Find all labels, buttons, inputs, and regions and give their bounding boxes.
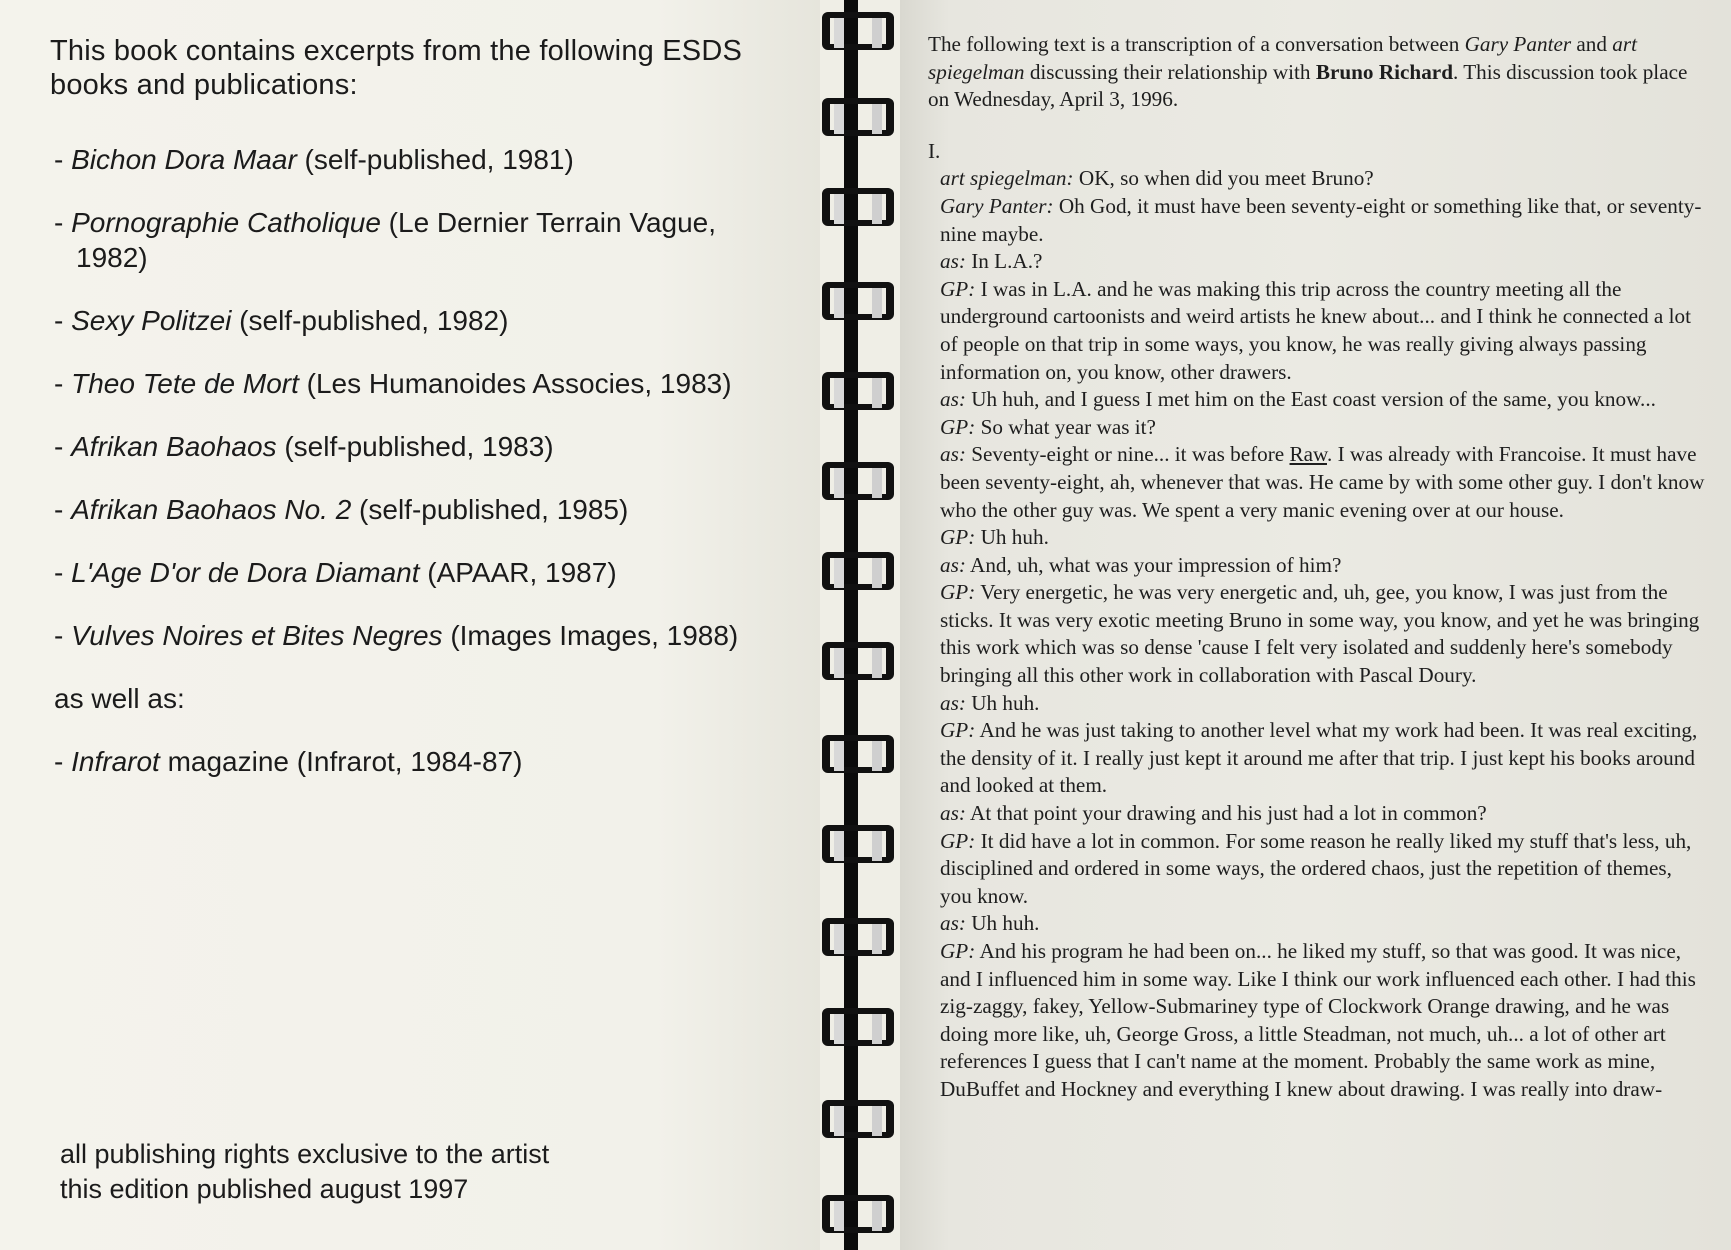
speaker: GP: [940, 525, 976, 550]
list-item: - Afrikan Baohaos No. 2 (self-published, 1985) [54, 494, 629, 525]
dialogue-line [928, 717, 1708, 800]
publication-list [50, 142, 750, 653]
speaker: Gary Panter: [940, 193, 1054, 218]
speaker: as: [940, 249, 966, 274]
intro-text: and [1571, 32, 1613, 56]
binding-ring [812, 1195, 902, 1239]
section-number: I. [928, 138, 941, 163]
rights-footer [60, 1137, 549, 1207]
line-text: And, uh, what was your impression of him? [965, 552, 1342, 577]
speaker: as: [940, 442, 966, 467]
dialogue-line [928, 552, 1708, 580]
binding-ring [812, 462, 902, 506]
speaker: as: [940, 387, 966, 412]
speaker: art spiegelman: [940, 166, 1074, 191]
binding-ring [812, 372, 902, 416]
line-text: At that point your drawing and his just had a lot in common? [965, 801, 1487, 826]
binding-ring [812, 642, 902, 686]
binding-ring [812, 552, 902, 596]
intro-text: The following text is a transcription of a conversation between [928, 32, 1465, 56]
publication-details: (self-published, 1981) [296, 144, 574, 175]
publication-title: Infrarot [71, 746, 160, 777]
as-well-as-text: as well as: [54, 683, 185, 714]
list-item: - Sexy Politzei (self-published, 1982) [54, 305, 509, 336]
raw-title: Raw [1289, 442, 1327, 467]
speaker: GP: [940, 939, 976, 963]
line-text: Very energetic, he was very energetic and, uh, gee, you know, I was just from the sticks. It was very exotic meeting Bruno in some way, you know, and yet he was bringing this work which was so dense 'cause I felt very isolated and suddenly here's somebody bringing all this other work in collaboration with Pascal Doury. [940, 580, 1700, 688]
credits-block [50, 34, 750, 807]
binding-ring [812, 188, 902, 232]
publication-details: (Les Humanoides Associes, 1983) [298, 368, 732, 399]
left-page [0, 0, 820, 1250]
person-name: Bruno Richard [1315, 59, 1453, 84]
line-text: Uh huh. [975, 525, 1049, 550]
publication-details: magazine (Infrarot, 1984-87) [159, 746, 523, 777]
publication-title: Bichon Dora Maar [71, 144, 297, 175]
list-item: - Infrarot magazine (Infrarot, 1984-87) [54, 746, 523, 777]
line-text: OK, so when did you meet Bruno? [1073, 166, 1374, 191]
dialogue-line [928, 828, 1708, 911]
publication-title: Afrikan Baohaos No. 2 [71, 494, 352, 525]
binding-ring [812, 825, 902, 869]
person-name: art spiegelman [928, 32, 1638, 84]
line-text: And his program he had been on... he liked my stuff, so that was good. It was nice, and I influenced him in some way. Like I think our work influenced each other. I had this zig-zaggy, fakey, Yellow-Submariney type of Clockwork Orange drawing, and he was doing more like, uh, George Gross, a little Steadman, not much, uh... a lot of other art references I guess that I can't name at the moment. Probably the same work as mine, DuBuffet and Hockney and everything I knew about drawing. I was really into draw- [940, 939, 1696, 1101]
list-item: - Vulves Noires et Bites Negres (Images Images, 1988) [54, 620, 739, 651]
binding-ring [812, 735, 902, 779]
binding-ring [812, 282, 902, 326]
speaker: as: [940, 801, 966, 826]
line-text: Uh huh, and I guess I met him on the East coast version of the same, you know... [965, 387, 1656, 412]
dialogue-line [928, 165, 1708, 193]
speaker: GP: [940, 580, 976, 605]
line-text: In L.A.? [965, 249, 1043, 274]
binding-ring [812, 98, 902, 142]
publication-title: L'Age D'or de Dora Diamant [71, 557, 420, 588]
dialogue-line [928, 800, 1708, 828]
intro-text: This book contains excerpts from the following ESDS books and publications: [50, 35, 743, 101]
binding-ring [812, 918, 902, 962]
publication-title: Afrikan Baohaos [71, 431, 277, 462]
list-item: - Afrikan Baohaos (self-published, 1983) [54, 431, 554, 462]
line-text: . I was already with Francoise. It must have been seventy-eight, ah, whenever that was. He came by with some other guy. I don't know who the other guy was. We spent a very manic evening over at our house. [940, 442, 1705, 522]
publication-details: (self-published, 1983) [276, 431, 554, 462]
binding-ring [812, 1100, 902, 1144]
speaker: GP: [940, 276, 976, 301]
list-item: - Theo Tete de Mort (Les Humanoides Associes, 1983) [54, 368, 732, 399]
publication-details: (Le Dernier Terrain Vague, 1982) [76, 207, 717, 273]
dialogue-line [928, 441, 1708, 524]
dialogue-line [928, 910, 1708, 938]
line-text: And he was just taking to another level what my work had been. It was real exciting, the density of it. I really just kept it around me after that trip. I just kept his books around and looked at them. [940, 718, 1698, 798]
dialogue-line [928, 579, 1708, 689]
line-text: Seventy-eight or nine... it was before [965, 442, 1290, 467]
speaker: as: [940, 911, 966, 936]
binding-ring [812, 12, 902, 56]
speaker: as: [940, 552, 966, 577]
publication-details: (self-published, 1985) [351, 494, 629, 525]
dialogue-line [928, 248, 1708, 276]
right-page [900, 0, 1731, 1250]
line-text: Uh huh. [965, 690, 1040, 715]
rights-line: all publishing rights exclusive to the artist [60, 1139, 550, 1169]
transcript [928, 31, 1708, 1104]
publication-details: (APAAR, 1987) [419, 557, 617, 588]
person-name: Gary Panter [1464, 32, 1572, 56]
line-text: Uh huh. [965, 911, 1040, 936]
dialogue-line [928, 193, 1708, 248]
dialogue-line [928, 386, 1708, 414]
line-text: So what year was it? [975, 414, 1156, 439]
speaker: GP: [940, 414, 976, 439]
intro-text: . This discussion took place on Wednesday, April 3, 1996. [928, 59, 1688, 112]
edition-line: this edition published august 1997 [60, 1174, 469, 1204]
publication-title: Theo Tete de Mort [71, 368, 299, 399]
speaker: GP: [940, 828, 976, 853]
dialogue-line [928, 414, 1708, 442]
speaker: GP: [940, 718, 976, 743]
intro-text: discussing their relationship with [1024, 59, 1316, 84]
publication-details: (self-published, 1982) [231, 305, 509, 336]
publication-title: Sexy Politzei [71, 305, 232, 336]
transcript-intro [928, 31, 1708, 114]
dialogue-line [928, 524, 1708, 552]
list-item: - Pornographie Catholique (Le Dernier Terrain Vague, 1982) [54, 207, 717, 273]
line-text: I was in L.A. and he was making this trip across the country meeting all the underground cartoonists and weird artists he knew about... and I think he connected a lot of people on that trip in some ways, you know, he was really giving always passing information on, you know, other drawers. [940, 276, 1691, 384]
list-item: - L'Age D'or de Dora Diamant (APAAR, 1987) [54, 557, 617, 588]
publication-details: (Images Images, 1988) [442, 620, 739, 651]
line-text: Oh God, it must have been seventy-eight or something like that, or seventy-nine maybe. [940, 193, 1702, 246]
list-item: - Bichon Dora Maar (self-published, 1981) [54, 144, 574, 175]
dialogue-line [928, 690, 1708, 718]
publication-title: Vulves Noires et Bites Negres [71, 620, 443, 651]
publication-title: Pornographie Catholique [71, 207, 381, 238]
dialogue-line [928, 938, 1708, 1104]
dialogue-line [928, 276, 1708, 386]
line-text: It did have a lot in common. For some reason he really liked my stuff that's less, uh, disciplined and ordered in some ways, the ordered chaos, just the repetition of themes, you know. [940, 828, 1692, 908]
binding-ring [812, 1008, 902, 1052]
speaker: as: [940, 690, 966, 715]
